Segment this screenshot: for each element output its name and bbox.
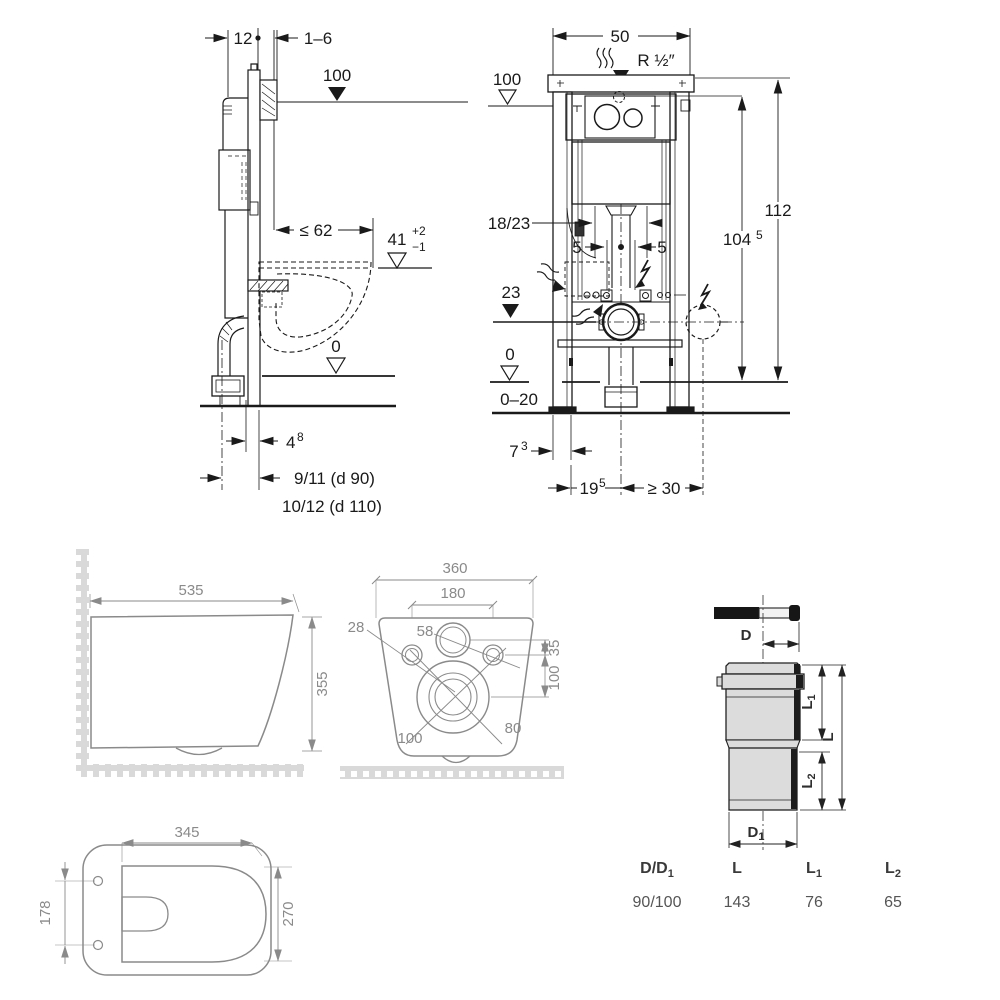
table-value-l: 143 bbox=[723, 894, 751, 911]
dim-five-right-label: 5 bbox=[657, 238, 667, 257]
water-connection-label: R ½″ bbox=[637, 51, 675, 70]
dim-outlet-offset-sup: 8 bbox=[297, 430, 304, 444]
level-triangle-filled bbox=[502, 304, 519, 318]
label-d: D bbox=[740, 627, 752, 644]
seat-top-view-drawing bbox=[55, 843, 292, 975]
level-floor-label: 0 bbox=[331, 337, 341, 356]
label-l2: L2 bbox=[799, 773, 818, 789]
level-triangle-filled bbox=[328, 87, 346, 101]
tiled-floor-strip bbox=[340, 766, 564, 779]
inlet-offset-label: 35 bbox=[546, 639, 563, 657]
dim-wall-finish-label: 1–6 bbox=[303, 29, 333, 48]
hinge-centers-label: 178 bbox=[37, 900, 54, 926]
connector-rod-sleeve bbox=[759, 608, 791, 618]
level-top-label: 100 bbox=[492, 70, 522, 89]
seat-length-label: 345 bbox=[174, 824, 200, 841]
pan-height-label: 355 bbox=[314, 671, 331, 697]
frame-front-view-drawing bbox=[488, 27, 797, 495]
label-d1: D1 bbox=[747, 824, 765, 843]
dim-electrical-label: ≥ 30 bbox=[647, 479, 681, 498]
connector-pipe-body bbox=[717, 663, 804, 810]
dim-connection-height-label: 104 bbox=[722, 230, 752, 249]
pan-width-label: 360 bbox=[442, 560, 468, 577]
connection-fittings-row bbox=[572, 290, 686, 302]
seat-height-tol-plus: +2 bbox=[412, 224, 426, 238]
pan-depth-label: 535 bbox=[178, 582, 204, 599]
floor-buildup-label: 0–20 bbox=[500, 390, 538, 409]
frame-rail-side bbox=[248, 64, 260, 406]
dim-outlet-center-label: 19 bbox=[579, 479, 599, 498]
dim-rail-label: 7 bbox=[509, 442, 519, 461]
connector-rod-dark bbox=[714, 607, 759, 619]
fixing-hole-dia-label: 28 bbox=[347, 619, 365, 636]
dim-seat-height-label: 41 bbox=[387, 230, 407, 249]
connector-pipe-drawing bbox=[714, 595, 846, 850]
dim-width-max-label: ≤ 62 bbox=[299, 221, 333, 240]
dim-five-left-label: 5 bbox=[572, 238, 582, 257]
outlet-d110-label: 10/12 (d 110) bbox=[282, 497, 382, 516]
connector-rod-cap bbox=[789, 605, 800, 621]
flush-plate-side bbox=[260, 80, 277, 120]
level-triangle-open bbox=[499, 90, 516, 104]
dim-fixing-label: 18/23 bbox=[487, 214, 531, 233]
dim-total-height-label: 112 bbox=[764, 201, 792, 220]
table-value-dd1: 90/100 bbox=[632, 894, 682, 911]
level-outlet-label: 23 bbox=[501, 283, 521, 302]
tiled-floor-strip bbox=[76, 764, 304, 777]
boss-dia-label: 100 bbox=[397, 730, 423, 747]
pan-rear-view-drawing bbox=[340, 576, 564, 779]
outlet-d90-label: 9/11 (d 90) bbox=[294, 469, 375, 488]
dim-point-marker bbox=[255, 35, 260, 40]
inlet-dia-label: 58 bbox=[416, 623, 434, 640]
dim-connection-height-sup: 5 bbox=[756, 228, 763, 242]
seat-height-tol-minus: −1 bbox=[412, 240, 426, 254]
cistern-side bbox=[219, 98, 250, 318]
outlet-dia-label: 80 bbox=[504, 720, 522, 737]
pan-profile bbox=[91, 615, 293, 748]
dim-depth-label: 12 bbox=[233, 29, 253, 48]
level-triangle-open bbox=[388, 253, 406, 268]
electrical-bolt-inner bbox=[635, 260, 649, 288]
water-flow-arrow-inner bbox=[572, 304, 603, 324]
access-opening bbox=[572, 142, 670, 204]
level-top-label: 100 bbox=[322, 66, 352, 85]
table-header-l1: $L_1$ bbox=[806, 860, 822, 881]
table-header-l2: $L_2$ bbox=[885, 860, 901, 881]
level-floor-label: 0 bbox=[505, 345, 515, 364]
seat-width-label: 270 bbox=[280, 901, 297, 927]
label-l1: L1 bbox=[799, 694, 818, 710]
frame-side-view-drawing bbox=[200, 28, 468, 490]
dim-rail-sup: 3 bbox=[521, 439, 528, 453]
dim-width-label: 50 bbox=[610, 27, 630, 46]
label-l: L bbox=[820, 732, 837, 742]
table-header-dd1: $D/D_1$ bbox=[640, 860, 674, 881]
tiled-wall-strip bbox=[76, 549, 89, 777]
wc-pan-dashed-outline bbox=[259, 262, 371, 352]
electrical-connection-circle bbox=[686, 284, 728, 495]
level-triangle-open bbox=[501, 366, 518, 380]
cistern-front bbox=[566, 92, 742, 205]
table-value-l2: 65 bbox=[884, 894, 902, 911]
table-header-l: L bbox=[732, 860, 742, 877]
dim-outlet-offset-label: 4 bbox=[286, 433, 296, 452]
outlet-adapter-side bbox=[212, 376, 244, 406]
table-value-l1: 76 bbox=[805, 894, 823, 911]
fixing-centers-label: 180 bbox=[440, 585, 466, 602]
water-supply-waves bbox=[597, 48, 613, 68]
dim-outlet-center-sup: 5 bbox=[599, 476, 606, 490]
level-triangle-open bbox=[327, 358, 345, 373]
outlet-offset-label: 100 bbox=[546, 665, 563, 691]
